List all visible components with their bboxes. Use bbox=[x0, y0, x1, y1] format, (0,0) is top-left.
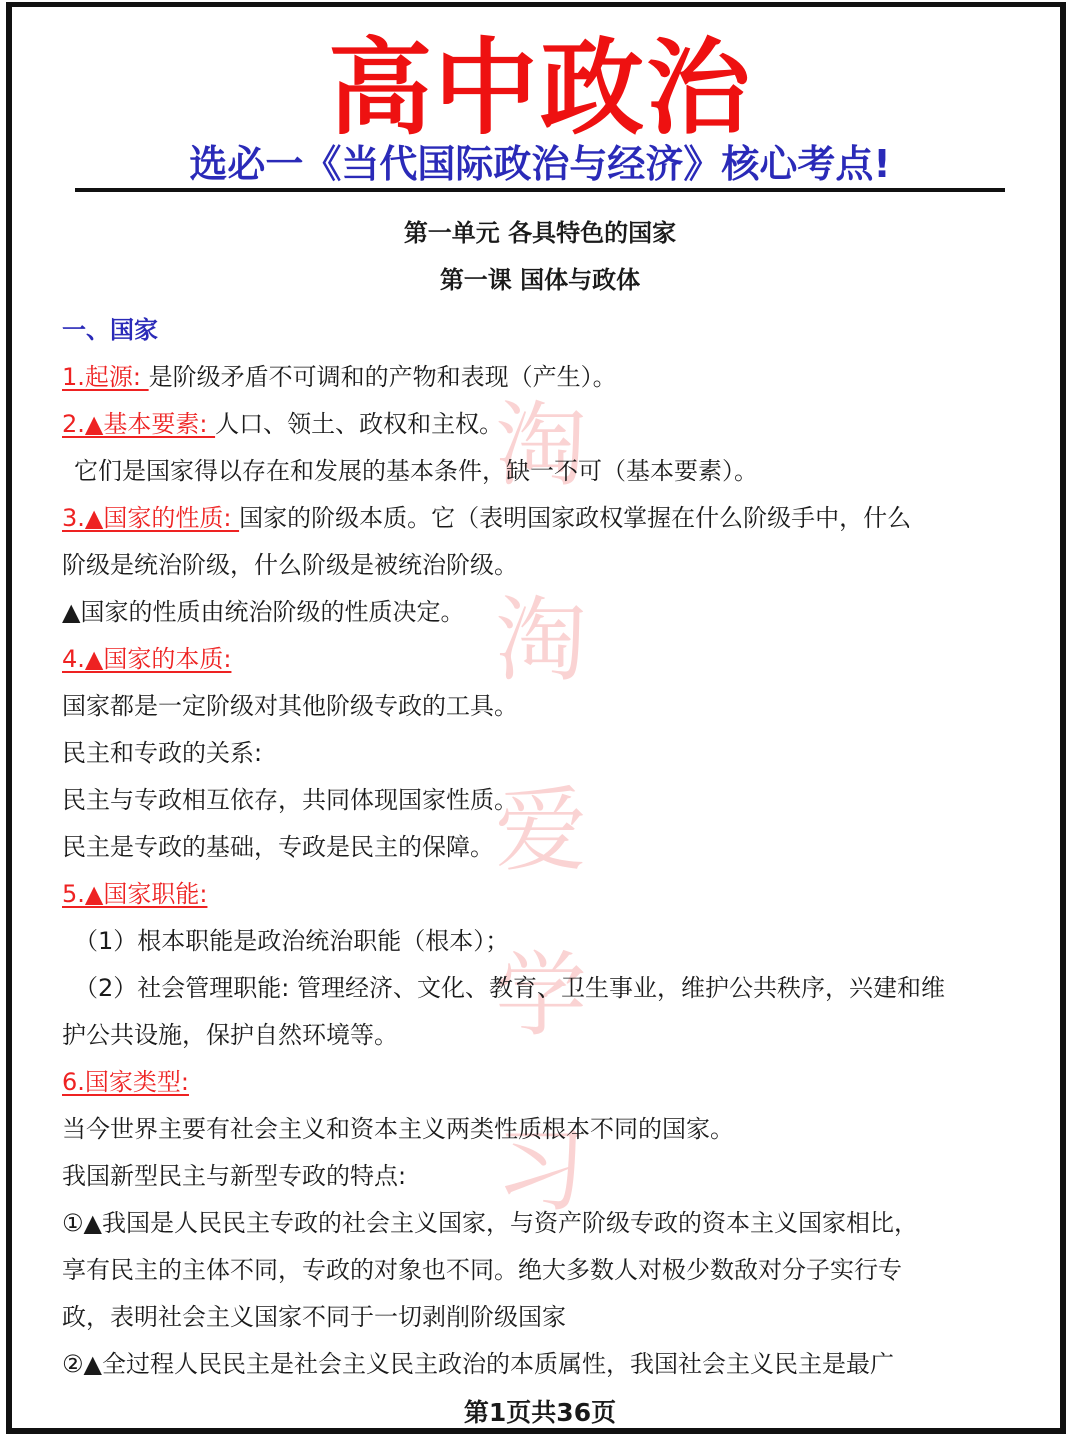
point-text: 民主是专政的基础，专政是民主的保障。 bbox=[62, 833, 494, 861]
text-line bbox=[62, 589, 1032, 636]
watermark-char: 学 bbox=[495, 942, 588, 1049]
page-title: 高中政治 bbox=[327, 27, 752, 149]
watermark-char: 爱 bbox=[495, 777, 588, 884]
point-label: 2.▲基本要素: bbox=[62, 410, 216, 438]
text-line bbox=[62, 354, 1032, 401]
point-text: 政，表明社会主义国家不同于一切剥削阶级国家 bbox=[62, 1303, 566, 1331]
point-label: 4.▲国家的本质: bbox=[62, 645, 232, 673]
point-label: 3.▲国家的性质: bbox=[62, 504, 240, 532]
point-text: 民主与专政相互依存，共同体现国家性质。 bbox=[62, 786, 518, 814]
watermark-char: 淘 bbox=[495, 392, 588, 499]
watermark-char: 淘 bbox=[495, 587, 588, 694]
text-line bbox=[62, 401, 1032, 448]
page-subtitle: 选必一《当代国际政治与经济》核心考点! bbox=[189, 142, 891, 186]
text-line bbox=[62, 636, 1032, 683]
text-line bbox=[62, 1341, 1032, 1388]
point-text: 民主和专政的关系: bbox=[62, 739, 263, 767]
text-line bbox=[62, 542, 1032, 589]
text-line bbox=[62, 918, 1032, 965]
text-line bbox=[62, 777, 1032, 824]
lesson-heading: 第一课 国体与政体 bbox=[439, 266, 641, 294]
document-body bbox=[62, 307, 1032, 1388]
point-text: 国家的阶级本质。它（表明国家政权掌握在什么阶级手中，什么 bbox=[239, 504, 912, 532]
point-text: 它们是国家得以存在和发展的基本条件，缺一不可（基本要素）。 bbox=[74, 457, 758, 485]
watermark-char: 习 bbox=[495, 1117, 588, 1224]
text-line bbox=[62, 683, 1032, 730]
text-line bbox=[62, 1247, 1032, 1294]
text-line bbox=[62, 448, 1032, 495]
point-text: 我国新型民主与新型专政的特点: bbox=[62, 1162, 407, 1190]
point-text: 享有民主的主体不同，专政的对象也不同。绝大多数人对极少数敌对分子实行专 bbox=[62, 1256, 902, 1284]
point-text: 当今世界主要有社会主义和资本主义两类性质根本不同的国家。 bbox=[62, 1115, 734, 1143]
text-line bbox=[62, 730, 1032, 777]
text-line bbox=[62, 965, 1032, 1012]
point-text: ①▲我国是人民民主专政的社会主义国家，与资产阶级专政的资本主义国家相比， bbox=[62, 1209, 918, 1237]
point-text: 阶级是统治阶级，什么阶级是被统治阶级。 bbox=[62, 551, 518, 579]
text-line bbox=[62, 495, 1032, 542]
unit-heading: 第一单元 各具特色的国家 bbox=[403, 219, 677, 247]
text-line bbox=[62, 1106, 1032, 1153]
point-label: 1.起源: bbox=[62, 363, 149, 391]
point-text: 护公共设施，保护自然环境等。 bbox=[62, 1021, 398, 1049]
point-label: 6.国家类型: bbox=[62, 1068, 189, 1096]
point-text: ▲国家的性质由统治阶级的性质决定。 bbox=[62, 598, 465, 626]
point-label: 5.▲国家职能: bbox=[62, 880, 208, 908]
text-line bbox=[62, 824, 1032, 871]
text-line bbox=[62, 1153, 1032, 1200]
point-text: ②▲全过程人民民主是社会主义民主政治的本质属性，我国社会主义民主是最广 bbox=[62, 1350, 894, 1378]
title-divider bbox=[75, 188, 1005, 192]
text-line bbox=[62, 1059, 1032, 1106]
text-line bbox=[62, 871, 1032, 918]
text-line bbox=[62, 1294, 1032, 1341]
point-text: 国家都是一定阶级对其他阶级专政的工具。 bbox=[62, 692, 518, 720]
page-number: 第1页共36页 bbox=[463, 1398, 617, 1427]
point-text: 是阶级矛盾不可调和的产物和表现（产生）。 bbox=[148, 363, 617, 391]
point-text: （1）根本职能是政治统治职能（根本）； bbox=[74, 927, 510, 955]
text-line bbox=[62, 1200, 1032, 1247]
section-heading: 一、国家 bbox=[62, 316, 158, 344]
point-text: 人口、领土、政权和主权。 bbox=[215, 410, 504, 438]
point-text: （2）社会管理职能: 管理经济、文化、教育、卫生事业，维护公共秩序，兴建和维 bbox=[74, 974, 945, 1002]
text-line bbox=[62, 1012, 1032, 1059]
